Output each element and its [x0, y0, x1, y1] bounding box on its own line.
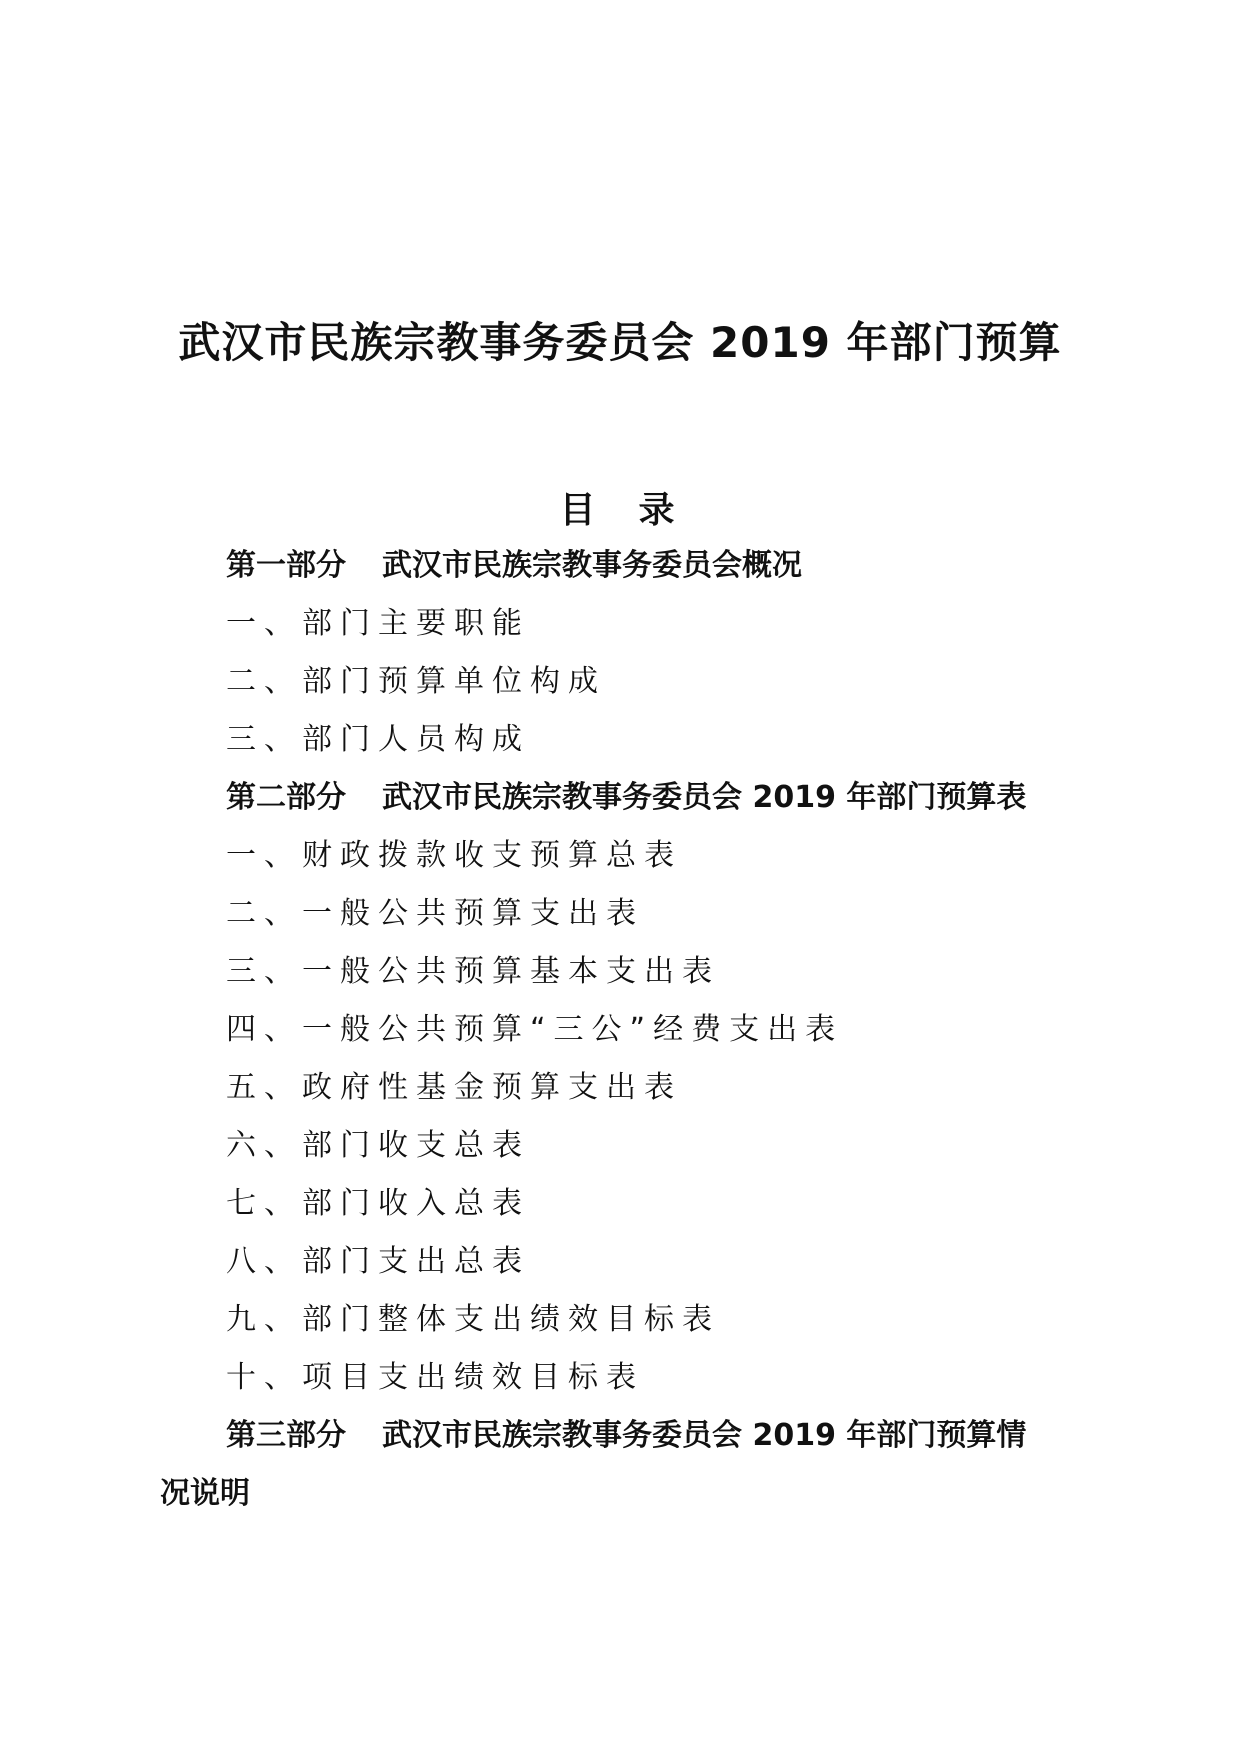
toc-item: 三、一般公共预算基本支出表	[226, 954, 720, 989]
toc-part-1-text: 武汉市民族宗教事务委员会概况	[382, 548, 802, 583]
toc-item: 九、部门整体支出绩效目标表	[226, 1302, 720, 1337]
toc-item: 五、政府性基金预算支出表	[226, 1070, 682, 1105]
toc-item: 二、一般公共预算支出表	[226, 896, 644, 931]
toc-part-3	[226, 1416, 1026, 1456]
toc-part-3-continuation: 况说明	[160, 1476, 250, 1511]
toc-part-2-label: 第二部分	[226, 780, 346, 815]
toc-item: 二、部门预算单位构成	[226, 664, 606, 699]
toc-item: 六、部门收支总表	[226, 1128, 530, 1163]
toc-heading: 目 录	[559, 490, 681, 531]
toc-item: 一、财政拨款收支预算总表	[226, 838, 682, 873]
toc-part-2	[226, 778, 1026, 818]
document-title: 武汉市民族宗教事务委员会 2019 年部门预算	[178, 318, 1062, 367]
toc-part-3-text: 武汉市民族宗教事务委员会 2019 年部门预算情	[382, 1418, 1027, 1453]
toc-item: 三、部门人员构成	[226, 722, 530, 757]
toc-part-1	[226, 546, 802, 586]
toc-part-3-label: 第三部分	[226, 1418, 346, 1453]
toc-item: 一、部门主要职能	[226, 606, 530, 641]
toc-part-1-label: 第一部分	[226, 548, 346, 583]
toc-part-2-text: 武汉市民族宗教事务委员会 2019 年部门预算表	[382, 780, 1027, 815]
toc-item: 八、部门支出总表	[226, 1244, 530, 1279]
toc-item: 十、项目支出绩效目标表	[226, 1360, 644, 1395]
toc-item: 四、一般公共预算“三公”经费支出表	[226, 1012, 844, 1047]
toc-item: 七、部门收入总表	[226, 1186, 530, 1221]
